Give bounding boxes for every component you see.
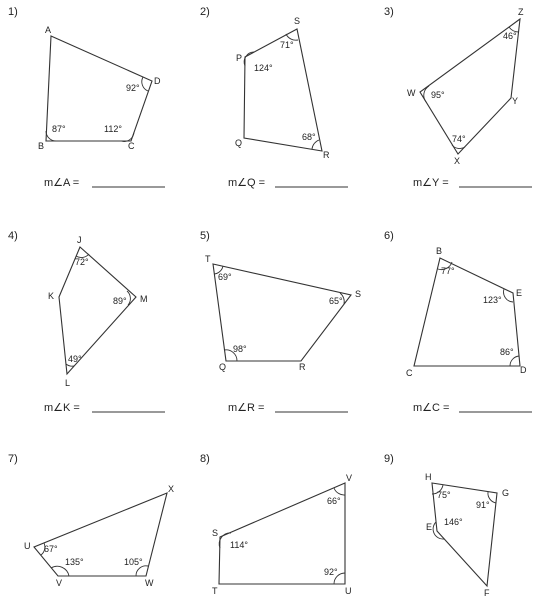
vertex-label: G — [502, 488, 510, 498]
angle-measure: 91° — [476, 500, 490, 510]
vertex-label: Y — [512, 96, 519, 106]
question-prompt: m∠Q = — [228, 177, 266, 189]
question-prompt: m∠C = — [413, 402, 450, 414]
problem-8 — [200, 453, 352, 596]
vertex-label: P — [236, 53, 243, 63]
angle-arc — [66, 364, 74, 366]
vertex-label: C — [128, 141, 135, 151]
vertex-label: C — [406, 368, 413, 378]
vertex-label: R — [323, 150, 330, 160]
problem-3 — [384, 6, 532, 189]
problem-9 — [384, 453, 509, 598]
vertex-label: X — [168, 484, 175, 494]
angle-measure: 68° — [302, 132, 316, 142]
angle-measure: 77° — [441, 266, 455, 276]
angle-measure: 95° — [431, 90, 445, 100]
vertex-label: Q — [219, 362, 227, 372]
angle-measure: 46° — [503, 31, 517, 41]
angle-measure: 123° — [483, 295, 502, 305]
problem-5 — [200, 230, 361, 414]
problem-number: 3) — [384, 6, 394, 18]
angle-measure: 92° — [126, 83, 140, 93]
angle-measure: 74° — [452, 134, 466, 144]
angle-arc — [127, 291, 130, 305]
question-prompt: m∠Y = — [413, 177, 449, 189]
angle-measure: 98° — [233, 344, 247, 354]
vertex-label: D — [154, 76, 161, 86]
problem-number: 4) — [8, 230, 18, 242]
vertex-label: A — [45, 25, 52, 35]
vertex-label: T — [212, 586, 218, 596]
vertex-label: U — [345, 586, 352, 596]
angle-measure: 69° — [218, 272, 232, 282]
vertex-label: B — [38, 141, 45, 151]
vertex-label: X — [454, 156, 461, 166]
vertex-label: S — [294, 16, 301, 26]
vertex-label: R — [299, 362, 306, 372]
problem-6 — [384, 230, 532, 414]
problem-number: 2) — [200, 6, 210, 18]
angle-measure: 65° — [329, 296, 343, 306]
angle-measure: 112° — [104, 124, 122, 134]
problem-number: 6) — [384, 230, 394, 242]
problem-number: 8) — [200, 453, 210, 465]
vertex-label: S — [212, 528, 219, 538]
vertex-label: V — [346, 473, 353, 483]
vertex-label: E — [516, 288, 523, 298]
angle-measure: 124° — [254, 63, 273, 73]
vertex-label: V — [56, 578, 63, 588]
angle-measure: 66° — [327, 496, 341, 506]
angle-measure: 75° — [437, 490, 451, 500]
vertex-label: S — [355, 289, 362, 299]
problem-number: 5) — [200, 230, 210, 242]
angle-measure: 114° — [230, 540, 248, 550]
angle-arc — [244, 52, 254, 66]
vertex-label: W — [407, 88, 416, 98]
angle-measure: 67° — [44, 544, 58, 554]
angle-measure: 146° — [444, 517, 463, 527]
problem-number: 7) — [8, 453, 18, 465]
vertex-label: B — [436, 246, 443, 256]
question-prompt: m∠A = — [44, 177, 80, 189]
angle-measure: 92° — [324, 567, 338, 577]
problem-number: 1) — [8, 6, 18, 18]
angle-measure: 86° — [500, 347, 514, 357]
quadrilateral — [34, 493, 167, 576]
vertex-label: H — [425, 472, 432, 482]
problem-1 — [8, 6, 165, 189]
problem-4 — [8, 230, 165, 414]
angle-measure: 87° — [52, 124, 66, 134]
vertex-label: K — [48, 291, 55, 301]
vertex-label: T — [205, 254, 211, 264]
angle-arc — [334, 488, 345, 495]
vertex-label: L — [65, 378, 71, 388]
angle-measure: 105° — [124, 557, 143, 567]
vertex-label: E — [426, 522, 433, 532]
angle-measure: 49° — [68, 354, 82, 364]
vertex-label: M — [140, 294, 148, 304]
question-prompt: m∠R = — [228, 402, 265, 414]
angle-measure: 72° — [75, 257, 89, 267]
problem-2 — [200, 6, 348, 189]
vertex-label: D — [520, 365, 527, 375]
angle-measure: 71° — [280, 40, 294, 50]
vertex-label: U — [24, 541, 31, 551]
angle-arc — [510, 356, 519, 366]
vertex-label: F — [484, 588, 490, 598]
angle-measure: 135° — [65, 557, 84, 567]
angle-measure: 89° — [113, 296, 127, 306]
vertex-label: W — [145, 578, 154, 588]
vertex-label: J — [77, 235, 82, 245]
problem-number: 9) — [384, 453, 394, 465]
question-prompt: m∠K = — [44, 402, 80, 414]
problem-7 — [8, 453, 174, 588]
vertex-label: Q — [235, 138, 243, 148]
vertex-label: Z — [518, 7, 524, 17]
